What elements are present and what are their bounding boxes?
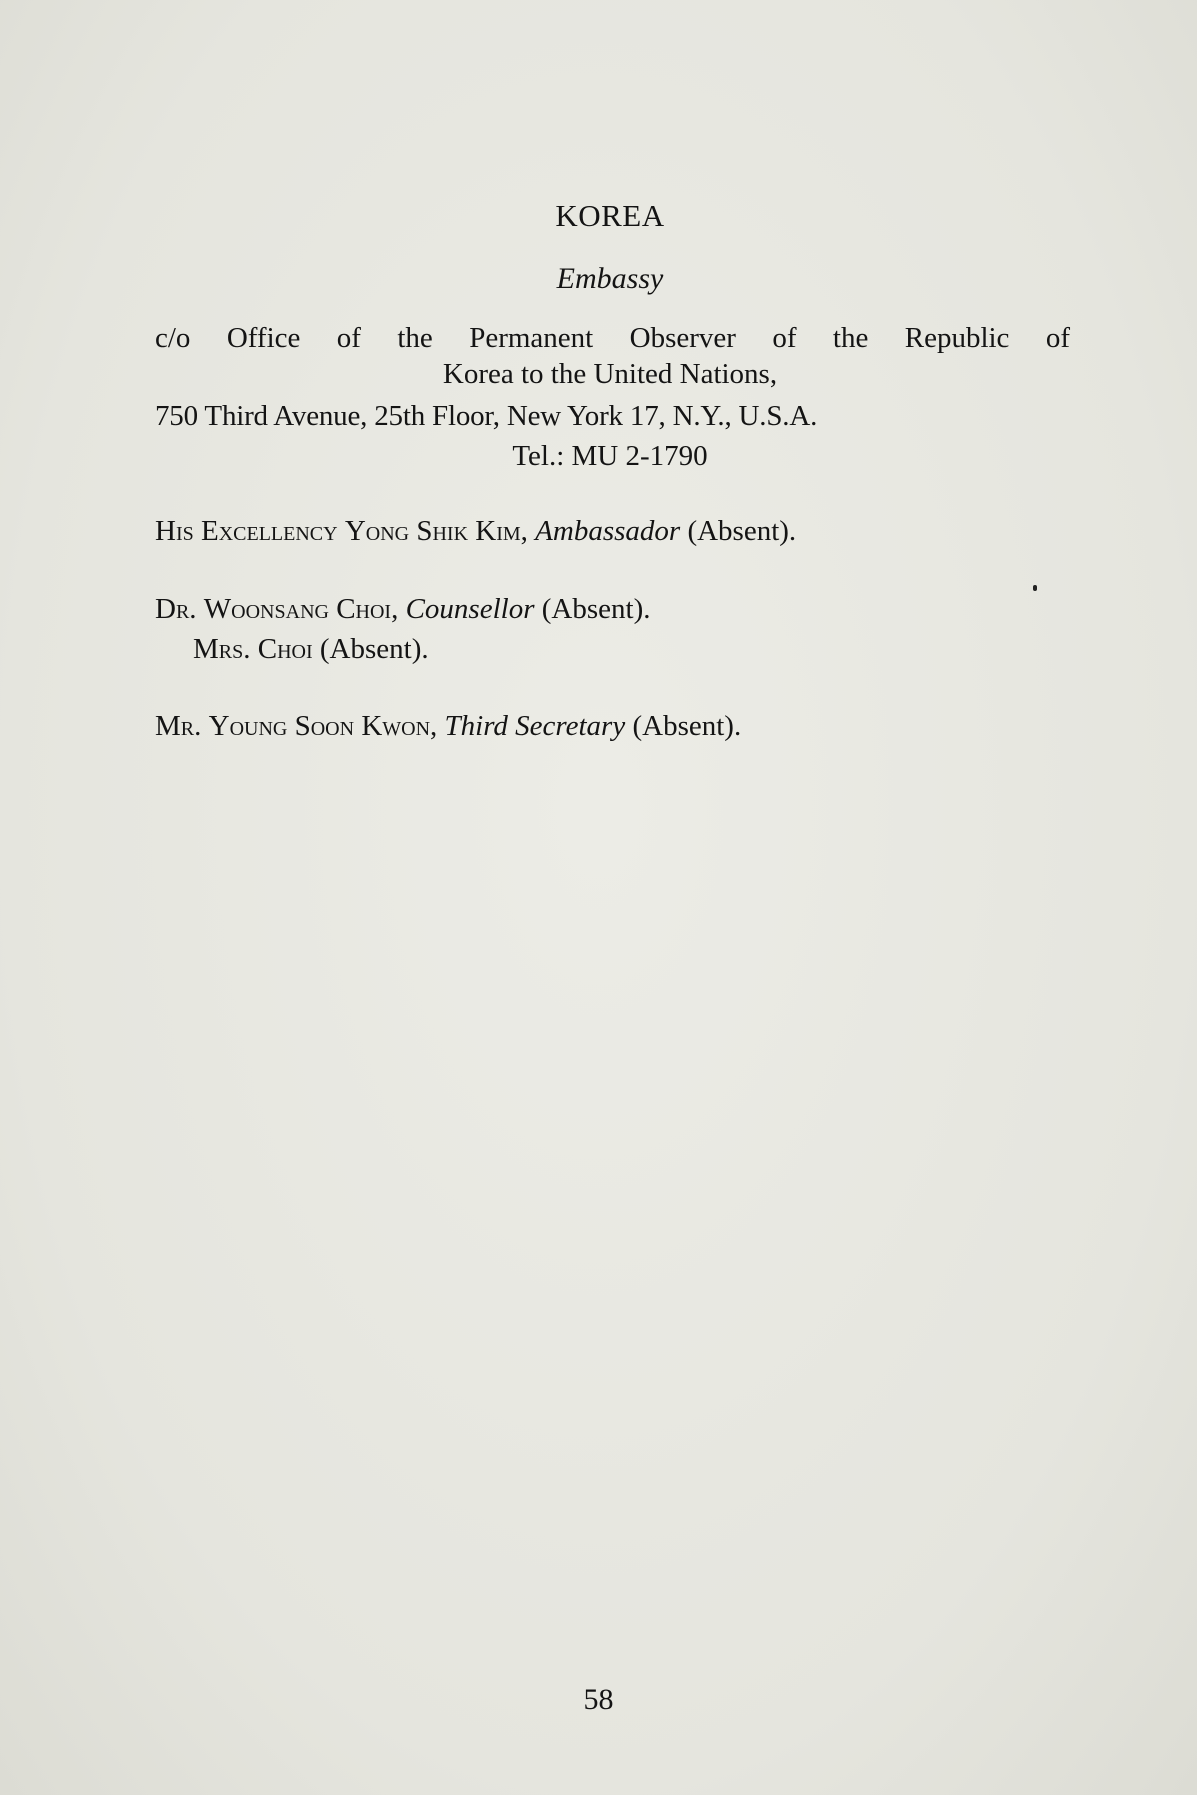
entry-role: Counsellor — [405, 593, 535, 625]
entry-name: Choi — [257, 633, 313, 665]
entry-title: Mr. — [155, 710, 202, 742]
entry-title: Mrs. — [193, 633, 251, 665]
entry-counsellor: Dr. Woonsang Choi, Counsellor (Absent). — [155, 593, 651, 625]
address-line-3: 750 Third Avenue, 25th Floor, New York 17, N.Y., U.S.A. — [155, 400, 818, 432]
entry-status: (Absent). — [632, 710, 742, 742]
entry-title: Dr. — [155, 593, 197, 625]
address-line-2: Korea to the United Nations, — [442, 358, 778, 390]
address-line-1: c/o Office of the Permanent Observer of the Republic of — [155, 322, 1070, 354]
entry-third-secretary: Mr. Young Soon Kwon, Third Secretary (Absent). — [155, 710, 742, 742]
section-subtitle: Embassy — [556, 262, 664, 295]
entry-role: Third Secretary — [444, 710, 626, 742]
entry-ambassador: His Excellency Yong Shik Kim, Ambassador (Absent). — [155, 515, 797, 547]
country-heading: KOREA — [555, 198, 665, 233]
telephone-line: Tel.: MU 2-1790 — [512, 440, 708, 472]
entry-role: Ambassador — [535, 515, 681, 547]
page-number: 58 — [583, 1683, 614, 1716]
entry-spouse — [193, 633, 429, 666]
entry-name: Woonsang Choi — [203, 593, 392, 625]
entry-status: (Absent). — [541, 593, 651, 625]
entry-name: Yong Shik Kim — [344, 515, 521, 547]
entry-name: Young Soon Kwon — [208, 710, 431, 742]
show-through-text — [130, 175, 1070, 1655]
entry-title: His Excellency — [155, 515, 338, 547]
entry-status: (Absent). — [687, 515, 797, 547]
ink-speck — [1033, 585, 1037, 591]
entry-status: (Absent). — [319, 633, 429, 665]
